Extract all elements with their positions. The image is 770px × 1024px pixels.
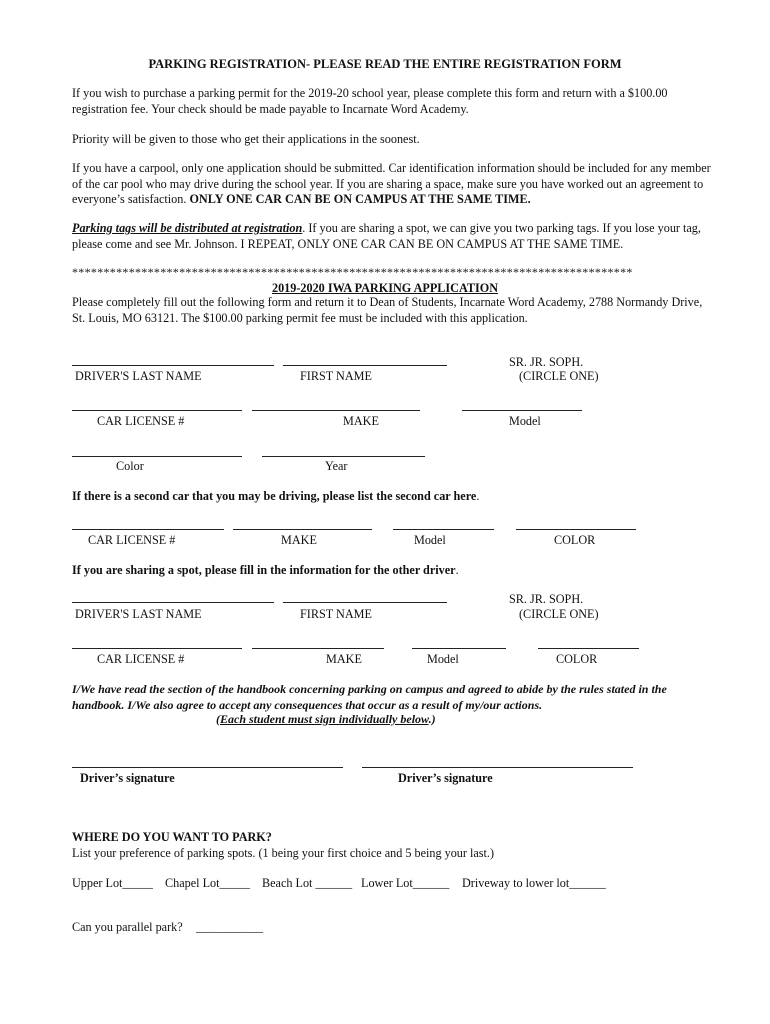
other-grade-options[interactable]: SR. JR. SOPH.: [509, 592, 584, 606]
other-make-label: MAKE: [326, 652, 362, 666]
priority-paragraph: Priority will be given to those who get their applications in the soonest.: [72, 132, 420, 146]
form-heading: PARKING REGISTRATION- PLEASE READ THE ENTIRE REGISTRATION FORM: [148, 57, 622, 71]
tags-emphasis: Parking tags will be distributed at registration: [72, 221, 303, 235]
divider-stars: *****************************************************************************************: [72, 265, 633, 279]
first-name-label: FIRST NAME: [300, 369, 372, 383]
parking-pref-instructions: List your preference of parking spots. (1 being your first choice and 5 being your last.): [72, 846, 495, 860]
color-field[interactable]: [72, 456, 242, 457]
circle-one-label: (CIRCLE ONE): [519, 369, 599, 383]
make-label: MAKE: [343, 414, 379, 428]
other-color-field[interactable]: [538, 648, 639, 649]
car-license-label: CAR LICENSE #: [97, 414, 185, 428]
year-field[interactable]: [262, 456, 425, 457]
carpool-emphasis: ONLY ONE CAR CAN BE ON CAMPUS AT THE SAME TIME.: [189, 192, 531, 206]
tags-paragraph: [72, 221, 712, 252]
second-car-make-label: MAKE: [281, 533, 317, 547]
other-circle-one-label: (CIRCLE ONE): [519, 607, 599, 621]
other-make-field[interactable]: [252, 648, 384, 649]
other-first-name-label: FIRST NAME: [300, 607, 372, 621]
tags-text: . If you are sharing a spot, we can give you two parking tags. If you lose your tag, please come and see Mr. Johnson. I REPEAT, ONLY ONE CAR CAN BE ON CAMPUS AT THE SAME TIME.: [72, 221, 701, 251]
pref-lower-lot[interactable]: Lower Lot______: [361, 876, 450, 890]
car-license-field[interactable]: [72, 410, 242, 411]
agreement-text: I/We have read the section of the handbook concerning parking on campus and agreed to abide by the rules stated in the handbook. I/We also agree to accept any consequences that occur as a result of my/our actions.: [72, 682, 667, 712]
second-car-model-label: Model: [414, 533, 446, 547]
driver-signature-1-field[interactable]: [72, 767, 343, 768]
second-car-color-field[interactable]: [516, 529, 636, 530]
application-title-text: 2019-2020 IWA PARKING APPLICATION: [271, 281, 499, 295]
application-title: [0, 281, 770, 296]
second-car-license-label: CAR LICENSE #: [88, 533, 176, 547]
driver-signature-1-label: Driver’s signature: [80, 771, 175, 785]
pref-chapel-lot[interactable]: Chapel Lot_____: [165, 876, 250, 890]
second-car-prompt: If there is a second car that you may be driving, please list the second car here.: [72, 489, 480, 503]
second-car-make-field[interactable]: [233, 529, 372, 530]
sign-note-text: Each student must sign individually below: [220, 712, 429, 726]
pref-beach-lot[interactable]: Beach Lot ______: [262, 876, 353, 890]
other-color-label: COLOR: [556, 652, 598, 666]
carpool-paragraph: [72, 161, 712, 208]
driver-last-name-label: DRIVER'S LAST NAME: [75, 369, 202, 383]
driver-first-name-field[interactable]: [283, 365, 447, 366]
color-label: Color: [116, 459, 144, 473]
parallel-park-question: Can you parallel park?: [72, 920, 183, 934]
model-field[interactable]: [462, 410, 582, 411]
pref-driveway[interactable]: Driveway to lower lot______: [462, 876, 606, 890]
second-car-color-label: COLOR: [554, 533, 596, 547]
grade-options[interactable]: SR. JR. SOPH.: [509, 355, 584, 369]
pref-upper-lot[interactable]: Upper Lot_____: [72, 876, 153, 890]
second-car-model-field[interactable]: [393, 529, 494, 530]
driver-signature-2-label: Driver’s signature: [398, 771, 493, 785]
driver-signature-2-field[interactable]: [362, 767, 633, 768]
make-field[interactable]: [252, 410, 420, 411]
other-model-field[interactable]: [412, 648, 506, 649]
other-car-license-label: CAR LICENSE #: [97, 652, 185, 666]
other-driver-last-name-field[interactable]: [72, 602, 274, 603]
intro-paragraph: If you wish to purchase a parking permit for the 2019-20 school year, please complete this form and return with a $100.00 registration fee. Your check should be made payable to Incarnate Word Academy.: [72, 86, 668, 116]
second-car-license-field[interactable]: [72, 529, 224, 530]
application-instructions: Please completely fill out the following form and return it to Dean of Students, Incarnate Word Academy, 2788 Normandy Drive, St. Louis, MO 63121. The $100.00 parking permit fee must be included with this application.: [72, 295, 703, 325]
other-model-label: Model: [427, 652, 459, 666]
sign-note: (Each student must sign individually below.): [216, 712, 436, 726]
other-driver-first-name-field[interactable]: [283, 602, 447, 603]
shared-spot-prompt: If you are sharing a spot, please fill in the information for the other driver.: [72, 563, 459, 577]
other-driver-last-name-label: DRIVER'S LAST NAME: [75, 607, 202, 621]
year-label: Year: [325, 459, 348, 473]
parking-pref-heading: WHERE DO YOU WANT TO PARK?: [72, 830, 272, 844]
model-label: Model: [509, 414, 541, 428]
carpool-text: If you have a carpool, only one application should be submitted. Car identification information should be included for any member of the car pool who may drive during the school year. If you are sharing a space, make sure you have worked out an agreement to everyone’s satisfaction.: [72, 161, 711, 206]
parallel-park-field[interactable]: ___________: [196, 920, 264, 934]
driver-last-name-field[interactable]: [72, 365, 274, 366]
other-car-license-field[interactable]: [72, 648, 242, 649]
